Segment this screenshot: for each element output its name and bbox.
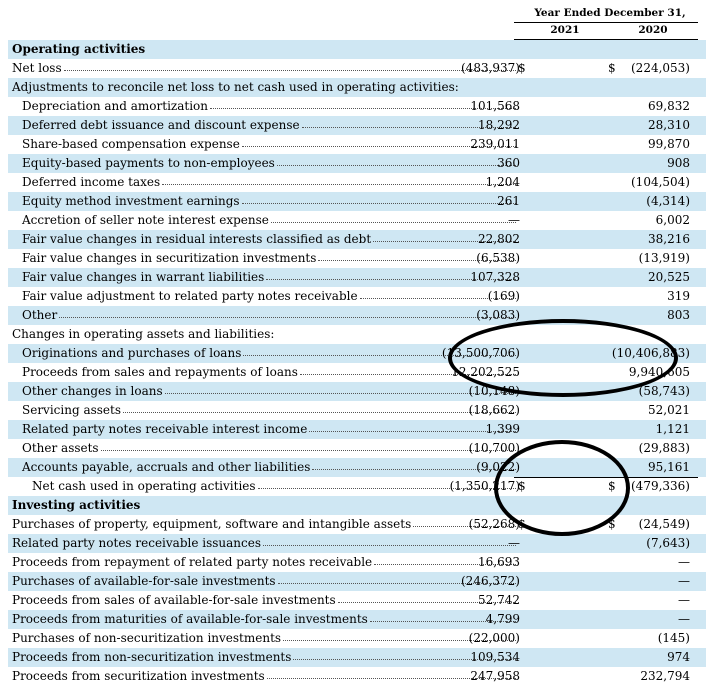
value-2021: (10,148) — [468, 384, 520, 398]
value-2021: 109,534 — [470, 650, 520, 664]
value-2020: 908 — [667, 156, 690, 170]
value-2021: (52,268) — [468, 517, 520, 531]
table-row — [8, 401, 706, 420]
row-label: Deferred income taxes — [22, 175, 161, 189]
table-row — [8, 344, 706, 363]
value-2020: — — [678, 574, 690, 588]
row-label: Proceeds from sales and repayments of loans — [22, 365, 298, 379]
table-row — [8, 97, 706, 116]
value-2021: 1,204 — [485, 175, 520, 189]
currency-symbol: $ — [608, 61, 616, 75]
value-2020: 52,021 — [648, 403, 690, 417]
value-2020: 38,216 — [648, 232, 690, 246]
table-row — [8, 363, 706, 382]
value-2021: 101,568 — [470, 99, 520, 113]
row-label: Servicing assets — [22, 403, 122, 417]
value-2021: — — [508, 536, 520, 550]
value-2020: 28,310 — [648, 118, 690, 132]
table-row — [8, 477, 706, 496]
header-rule — [514, 22, 698, 23]
value-2021: (6,538) — [476, 251, 520, 265]
table-row — [8, 116, 706, 135]
value-2021: (1,350,217) — [449, 479, 520, 493]
value-2020: — — [678, 593, 690, 607]
column-header-2021: 2021 — [550, 24, 580, 36]
row-label: Related party notes receivable interest income — [22, 422, 308, 436]
row-label: Proceeds from maturities of available-for-sale investments — [12, 612, 368, 626]
row-label: Equity method investment earnings — [22, 194, 240, 208]
row-label: Other changes in loans — [22, 384, 163, 398]
value-2021: (13,500,706) — [441, 346, 520, 360]
table-row — [8, 59, 706, 78]
value-2020: 6,002 — [655, 213, 690, 227]
value-2020: 20,525 — [648, 270, 690, 284]
value-2021: (10,700) — [468, 441, 520, 455]
currency-symbol: $ — [518, 479, 526, 493]
table-row — [8, 439, 706, 458]
row-label: Net cash used in operating activities — [32, 479, 256, 493]
value-2020: (29,883) — [638, 441, 690, 455]
value-2021: 1,399 — [485, 422, 520, 436]
row-label: Investing activities — [12, 498, 141, 512]
row-label: Proceeds from repayment of related party notes receivable — [12, 555, 373, 569]
value-2020: (13,919) — [638, 251, 690, 265]
value-2020: 803 — [667, 308, 690, 322]
value-2020: 95,161 — [648, 460, 690, 474]
value-2021: 107,328 — [470, 270, 520, 284]
row-label: Fair value adjustment to related party notes receivable — [22, 289, 358, 303]
table-row — [8, 382, 706, 401]
value-2020: — — [678, 612, 690, 626]
value-2020: (10,406,883) — [611, 346, 690, 360]
table-row — [8, 515, 706, 534]
value-2021: (18,662) — [468, 403, 520, 417]
value-2021: 4,799 — [485, 612, 520, 626]
row-label: Changes in operating assets and liabilities: — [12, 327, 275, 341]
value-2020: (58,743) — [638, 384, 690, 398]
row-label: Other — [22, 308, 58, 322]
value-2021: 360 — [497, 156, 520, 170]
currency-symbol: $ — [518, 517, 526, 531]
table-row — [8, 572, 706, 591]
table-row — [8, 496, 706, 515]
row-label: Operating activities — [12, 42, 146, 56]
value-2021: (9,022) — [476, 460, 520, 474]
value-2020: 99,870 — [648, 137, 690, 151]
table-row — [8, 667, 706, 686]
row-label: Share-based compensation expense — [22, 137, 240, 151]
row-label: Originations and purchases of loans — [22, 346, 242, 360]
table-row — [8, 173, 706, 192]
value-2020: 974 — [667, 650, 690, 664]
table-row — [8, 192, 706, 211]
currency-symbol: $ — [518, 61, 526, 75]
table-row — [8, 591, 706, 610]
table-row — [8, 154, 706, 173]
row-label: Proceeds from securitization investments — [12, 669, 265, 683]
value-2020: (7,643) — [646, 536, 690, 550]
table-row — [8, 458, 706, 477]
row-label: Related party notes receivable issuances — [12, 536, 261, 550]
row-label: Net loss — [12, 61, 62, 75]
row-label: Depreciation and amortization — [22, 99, 209, 113]
column-header-2020: 2020 — [638, 24, 668, 36]
period-header: Year Ended December 31, — [534, 7, 686, 19]
subtotal-rule — [606, 477, 698, 478]
row-label: Equity-based payments to non-employees — [22, 156, 275, 170]
row-label: Proceeds from sales of available-for-sale investments — [12, 593, 336, 607]
table-row — [8, 325, 706, 344]
value-2020: 69,832 — [648, 99, 690, 113]
currency-symbol: $ — [608, 517, 616, 531]
row-label: Accretion of seller note interest expense — [22, 213, 269, 227]
currency-symbol: $ — [608, 479, 616, 493]
value-2020: 319 — [667, 289, 690, 303]
value-2021: (22,000) — [468, 631, 520, 645]
row-label: Purchases of property, equipment, software and intangible assets — [12, 517, 412, 531]
table-row — [8, 135, 706, 154]
table-row — [8, 249, 706, 268]
value-2021: (246,372) — [461, 574, 520, 588]
row-label: Other assets — [22, 441, 99, 455]
subtotal-rule — [514, 477, 610, 478]
table-row — [8, 230, 706, 249]
row-label: Accounts payable, accruals and other liabilities — [22, 460, 311, 474]
value-2021: 247,958 — [470, 669, 520, 683]
table-row — [8, 306, 706, 325]
table-row — [8, 211, 706, 230]
value-2020: (4,314) — [646, 194, 690, 208]
table-row — [8, 648, 706, 667]
value-2021: (169) — [487, 289, 520, 303]
table-row — [8, 420, 706, 439]
row-label: Fair value changes in residual interests classified as debt — [22, 232, 372, 246]
table-row — [8, 40, 706, 59]
value-2021: 16,693 — [478, 555, 520, 569]
value-2021: (3,083) — [476, 308, 520, 322]
value-2021: (483,937) — [461, 61, 520, 75]
value-2020: 9,940,605 — [628, 365, 690, 379]
table-row — [8, 287, 706, 306]
table-row — [8, 610, 706, 629]
value-2020: — — [678, 555, 690, 569]
value-2021: 12,202,525 — [451, 365, 520, 379]
row-label: Purchases of available-for-sale investments — [12, 574, 276, 588]
value-2021: — — [508, 213, 520, 227]
value-2020: (145) — [657, 631, 690, 645]
value-2020: (479,336) — [631, 479, 690, 493]
value-2020: 232,794 — [640, 669, 690, 683]
table-row — [8, 553, 706, 572]
row-label: Fair value changes in securitization investments — [22, 251, 317, 265]
value-2021: 52,742 — [478, 593, 520, 607]
table-row — [8, 534, 706, 553]
value-2020: (104,504) — [631, 175, 690, 189]
value-2021: 18,292 — [478, 118, 520, 132]
row-label: Proceeds from non-securitization investments — [12, 650, 292, 664]
table-row — [8, 268, 706, 287]
row-label: Adjustments to reconcile net loss to net cash used in operating activities: — [12, 80, 459, 94]
value-2021: 239,011 — [470, 137, 520, 151]
value-2021: 261 — [497, 194, 520, 208]
row-label: Purchases of non-securitization investments — [12, 631, 282, 645]
value-2020: (24,549) — [638, 517, 690, 531]
value-2020: (224,053) — [631, 61, 690, 75]
table-row — [8, 629, 706, 648]
table-row — [8, 78, 706, 97]
value-2020: 1,121 — [655, 422, 690, 436]
row-label: Deferred debt issuance and discount expense — [22, 118, 300, 132]
row-label: Fair value changes in warrant liabilities — [22, 270, 265, 284]
value-2021: 22,802 — [478, 232, 520, 246]
